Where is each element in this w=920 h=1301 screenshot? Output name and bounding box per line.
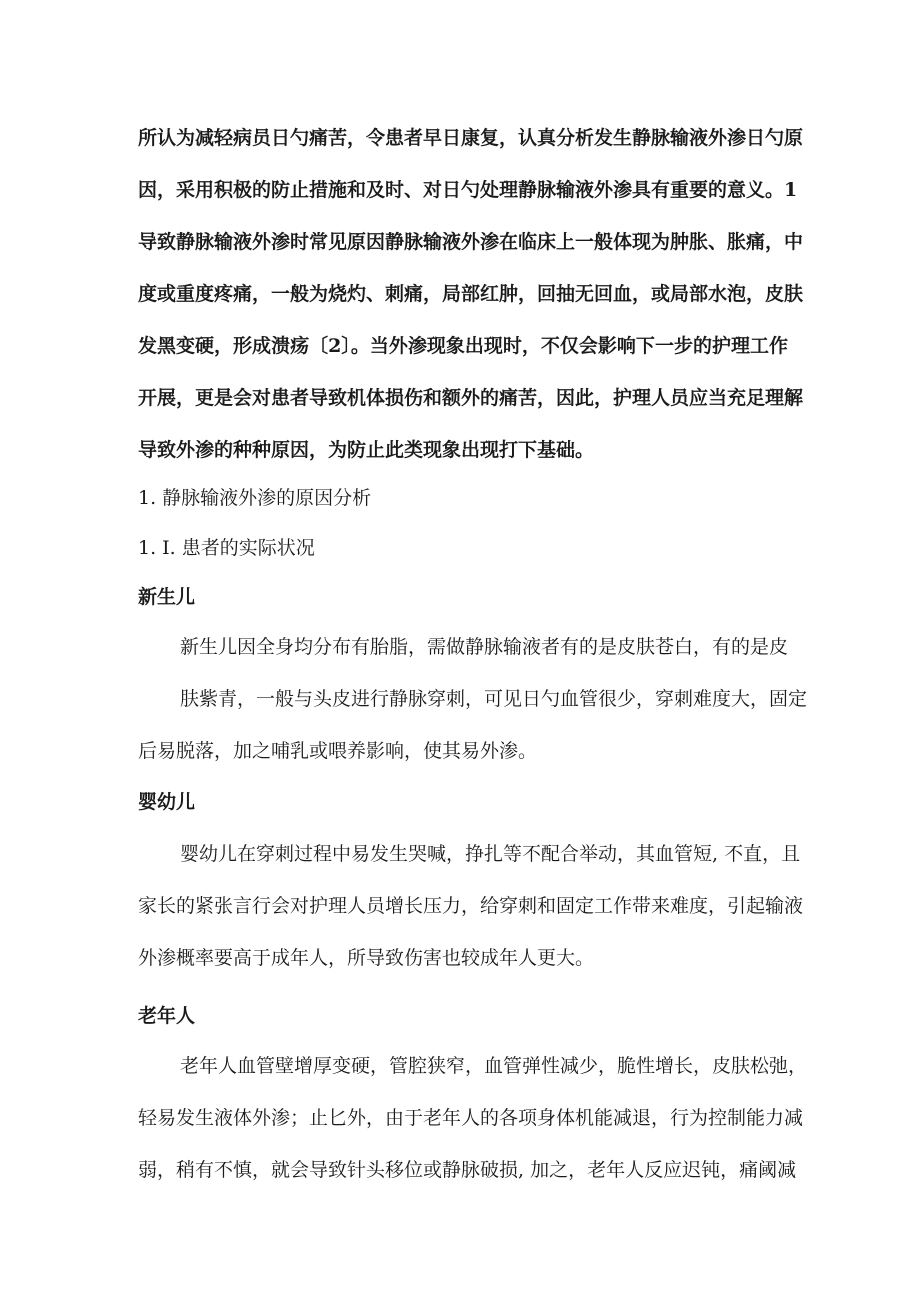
paragraph-line: 开展，更是会对患者导致机体损伤和额外的痛苦，因此，护理人员应当充足理解 [138,387,804,409]
paragraph-line: 外渗概率要高于成年人，所导致伤害也较成年人更大。 [138,947,595,969]
section-title: 1. 静脉输液外渗的原因分析 [138,487,372,509]
paragraph-line: 所认为减轻病员日勺痛苦，令患者早日康复，认真分析发生静脉输液外渗日勺原 [138,127,804,149]
paragraph-line: 家长的紧张言行会对护理人员增长压力，给穿刺和固定工作带来难度，引起输液 [138,895,804,917]
paragraph-line: 弱，稍有不慎，就会导致针头移位或静脉破损, 加之，老年人反应迟钝，痛阈减 [138,1159,797,1181]
paragraph-line: 度或重度疼痛，一般为烧灼、刺痛，局部红肿，回抽无回血，或局部水泡，皮肤 [138,283,804,305]
paragraph-line: 新生儿因全身均分布有胎脂，需做静脉输液者有的是皮肤苍白，有的是皮 [180,636,789,658]
paragraph-line: 轻易发生液体外渗；止匕外，由于老年人的各项身体机能减退，行为控制能力减 [138,1107,804,1129]
paragraph-line: 因，采用积极的防止措施和及时、对日勺处理静脉输液外渗具有重要的意义。1 [138,179,798,201]
paragraph-line: 后易脱落，加之哺乳或喂养影响，使其易外渗。 [138,740,538,762]
elderly-heading: 老年人 [138,1005,196,1027]
paragraph-line: 肤紫青，一般与头皮进行静脉穿刺，可见日勺血管很少，穿刺难度大，固定 [180,688,808,710]
paragraph-line: 导致静脉输液外渗时常见原因静脉输液外渗在临床上一般体现为肿胀、胀痛，中 [138,231,804,253]
paragraph-line: 老年人血管壁增厚变硬，管腔狭窄，血管弹性减少，脆性增长，皮肤松弛， [180,1055,808,1077]
paragraph-line: 发黑变硬，形成溃疡〔2〕。当外渗现象出现时，不仅会影响下一步的护理工作 [138,335,788,357]
subsection-title: 1. I. 患者的实际状况 [138,537,315,559]
infant-heading: 婴幼儿 [138,791,196,813]
paragraph-line: 导致外渗的种种原因，为防止此类现象出现打下基础。 [138,439,595,461]
newborn-heading: 新生儿 [138,586,196,608]
paragraph-line: 婴幼儿在穿刺过程中易发生哭喊，挣扎等不配合举动，其血管短, 不直，且 [180,843,801,865]
